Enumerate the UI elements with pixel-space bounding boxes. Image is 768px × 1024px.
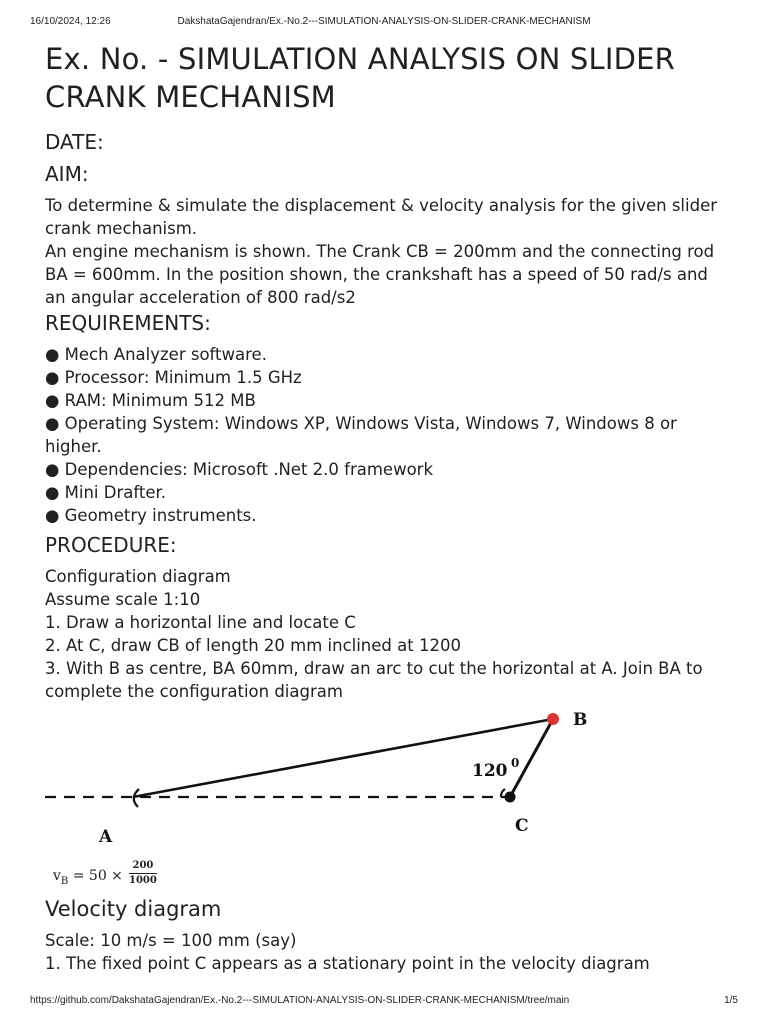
list-item: 3. With B as centre, BA 60mm, draw an arc to cut the horizontal at A. Join BA to complete the configuration diagram [45, 659, 703, 701]
formula-symbol: v [53, 868, 61, 884]
page-title [45, 40, 725, 116]
list-item: Assume scale 1:10 [45, 590, 201, 609]
point-b [547, 713, 559, 725]
date-heading: DATE: [45, 130, 104, 154]
configuration-diagram [45, 709, 725, 859]
configuration-diagram-svg [45, 709, 725, 859]
requirements-heading: REQUIREMENTS: [45, 311, 211, 335]
list-item: ● Mech Analyzer software. [45, 345, 267, 364]
angle-degree: 0 [511, 756, 520, 770]
angle-label: 120 [472, 761, 508, 781]
list-item: 1. Draw a horizontal line and locate C [45, 613, 356, 632]
formula-denominator: 1000 [129, 875, 157, 886]
page-title-line2: CRANK MECHANISM [45, 80, 336, 114]
arc-at-a [134, 789, 139, 807]
list-item: ● RAM: Minimum 512 MB [45, 391, 256, 410]
list-item: ● Dependencies: Microsoft .Net 2.0 framework [45, 460, 433, 479]
velocity-formula [45, 859, 725, 895]
velocity-list [45, 929, 725, 975]
label-a: A [99, 827, 113, 847]
requirements-list [45, 343, 725, 527]
formula-fraction [129, 859, 157, 888]
formula-subscript: B [60, 875, 69, 887]
label-c: C [515, 816, 529, 836]
aim-text: To determine & simulate the displacement & velocity analysis for the given slider crank mechanism. [45, 196, 718, 238]
list-item: Scale: 10 m/s = 100 mm (say) [45, 931, 297, 950]
page-number: 1/5 [724, 995, 738, 1006]
list-item: ● Operating System: Windows XP, Windows Vista, Windows 7, Windows 8 or higher. [45, 414, 677, 456]
print-footer [30, 995, 738, 1009]
point-c [505, 792, 516, 803]
list-item: ● Mini Drafter. [45, 483, 167, 502]
document-content [45, 40, 725, 975]
list-item: Configuration diagram [45, 567, 231, 586]
print-url: https://github.com/DakshataGajendran/Ex.-No.2---SIMULATION-ANALYSIS-ON-SLIDER-CRANK-MECHANISM/tree/main [30, 995, 570, 1006]
angle-arc [501, 789, 505, 797]
list-item: 2. At C, draw CB of length 20 mm inclined at 1200 [45, 636, 461, 655]
list-item: 1. The fixed point C appears as a stationary point in the velocity diagram [45, 954, 650, 973]
formula-equals: = 50 × [68, 868, 123, 884]
label-b: B [573, 710, 588, 730]
formula-lhs [53, 868, 123, 887]
aim-heading: AIM: [45, 162, 89, 186]
procedure-list [45, 565, 725, 703]
list-item: ● Geometry instruments. [45, 506, 257, 525]
print-header [30, 16, 738, 30]
problem-text: An engine mechanism is shown. The Crank CB = 200mm and the connecting rod BA = 600mm. In the position shown, the crankshaft has a speed of 50 rad/s and an angular acceleration of 800 rad/s2 [45, 242, 715, 307]
formula-numerator: 200 [129, 859, 157, 874]
velocity-heading: Velocity diagram [45, 897, 222, 921]
list-item: ● Processor: Minimum 1.5 GHz [45, 368, 302, 387]
page-title-line1: Ex. No. - SIMULATION ANALYSIS ON SLIDER [45, 42, 676, 76]
connecting-rod-ba [133, 719, 553, 797]
print-title: DakshataGajendran/Ex.-No.2---SIMULATION-ANALYSIS-ON-SLIDER-CRANK-MECHANISM [177, 16, 591, 27]
procedure-heading: PROCEDURE: [45, 533, 177, 557]
print-datetime: 16/10/2024, 12:26 [30, 16, 111, 27]
